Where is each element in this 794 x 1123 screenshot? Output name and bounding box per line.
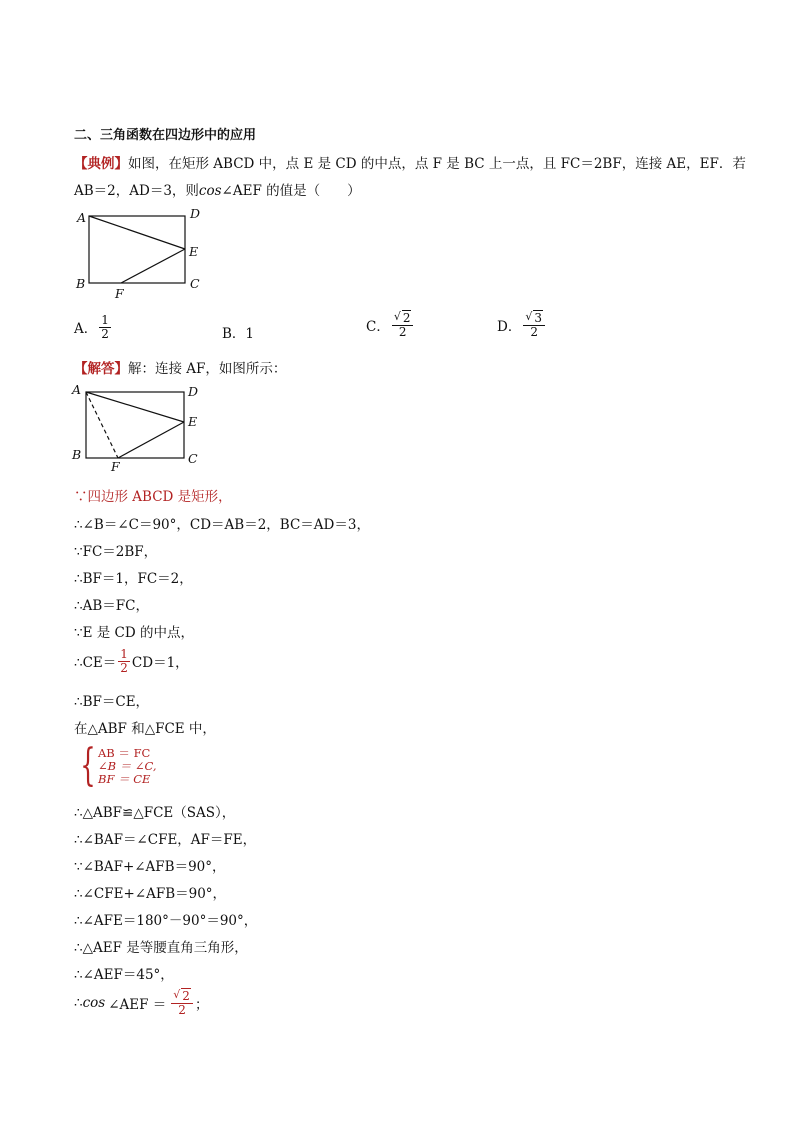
system-line-2: ∠B ＝ ∠C, [98, 758, 157, 773]
option-a[interactable] [74, 314, 113, 340]
step-4: ∴BF＝1，FC＝2， [74, 571, 193, 587]
rectangle-abcd [89, 216, 185, 283]
segment-ae [89, 216, 185, 249]
step-7 [74, 648, 189, 674]
ce-frac-num: 1 [120, 647, 128, 661]
segment-ef-2 [118, 422, 184, 458]
option-b-label: B． [222, 326, 246, 342]
option-d[interactable] [497, 312, 547, 338]
problem-line-2 [74, 179, 361, 199]
segment-ef [121, 249, 185, 283]
label2-b: B [72, 447, 82, 462]
step-7-pre: ∴CE＝ [74, 655, 117, 672]
label2-d: D [188, 384, 199, 399]
solution-intro-text: 解：连接 AF，如图所示： [128, 361, 287, 377]
label-d: D [190, 206, 201, 221]
problem-text-1: 如图，在矩形 ABCD 中，点 E 是 CD 的中点，点 F 是 BC 上一点，且 FC＝2BF，连接 AE，EF．若 [128, 156, 746, 172]
step-13: ∴∠CFE+∠AFB＝90°， [74, 886, 227, 902]
segment-ae-2 [86, 392, 184, 422]
option-c-fraction [392, 312, 414, 338]
option-b[interactable] [222, 322, 254, 342]
step-final-pre: ∴ [74, 995, 83, 1012]
ce-frac-den: 2 [120, 660, 128, 675]
option-a-fraction [99, 314, 111, 340]
step-final-cos: cos [82, 995, 106, 1012]
final-rad: 2 [182, 989, 190, 1003]
step-2: ∴∠B＝∠C＝90°，CD＝AB＝2，BC＝AD＝3， [74, 517, 370, 533]
section-heading: 二、三角函数在四边形中的应用 [74, 128, 257, 143]
system-line-1: AB ＝ FC [98, 745, 151, 760]
brace-icon: { [80, 740, 96, 791]
solution-tag: 【解答】 [74, 361, 128, 377]
step-6: ∵E 是 CD 的中点， [74, 625, 194, 641]
step-7-post: CD＝1， [131, 655, 189, 672]
segment-af-dashed [86, 392, 118, 458]
label-c: C [190, 276, 200, 291]
step-14: ∴∠AFE＝180°－90°＝90°， [74, 913, 258, 929]
label2-e: E [188, 414, 198, 429]
problem-line-1 [74, 152, 746, 172]
option-c-den: 2 [398, 324, 407, 339]
option-a-label: A． [74, 321, 98, 338]
option-c-rad: 2 [402, 311, 411, 325]
step-final-mid: ∠AEF ＝ [108, 997, 167, 1014]
option-d-den: 2 [530, 324, 538, 339]
step-final [74, 990, 208, 1016]
equation-system [74, 740, 157, 791]
ce-fraction [118, 648, 130, 674]
step-11: ∴∠BAF＝∠CFE，AF＝FE， [74, 832, 257, 848]
option-a-den: 2 [101, 326, 109, 341]
final-den: 2 [178, 1002, 186, 1017]
option-a-num: 1 [101, 313, 109, 327]
final-tail: ； [194, 997, 209, 1014]
label-a: A [77, 210, 87, 225]
final-fraction [171, 990, 193, 1016]
step-16: ∴∠AEF＝45°， [74, 967, 174, 983]
step-1: ∵四边形 ABCD 是矩形， [74, 489, 232, 505]
step-10: ∴△ABF≌△FCE（SAS）， [74, 805, 236, 821]
label2-a: A [72, 382, 82, 397]
label-b: B [76, 276, 86, 291]
problem-text-2b: ∠AEF 的值是（ ） [221, 183, 361, 199]
step-8: ∴BF＝CE， [74, 694, 150, 710]
label2-c: C [188, 451, 198, 466]
label-e: E [189, 244, 199, 259]
step-15: ∴△AEF 是等腰直角三角形， [74, 940, 248, 956]
option-c[interactable] [366, 312, 415, 338]
step-12: ∵∠BAF+∠AFB＝90°， [74, 859, 226, 875]
figure-solution [70, 380, 210, 475]
label2-f: F [111, 459, 120, 474]
system-line-3: BF ＝ CE [98, 771, 151, 786]
problem-tag: 【典例】 [74, 156, 128, 172]
solution-intro [74, 357, 286, 377]
problem-cos: cos [198, 183, 222, 199]
option-d-fraction [523, 312, 545, 338]
option-d-rad: 3 [534, 311, 542, 325]
option-b-value: 1 [245, 326, 255, 342]
step-3: ∵FC＝2BF， [74, 544, 158, 560]
option-d-label: D． [497, 319, 522, 336]
label-f: F [115, 286, 124, 301]
option-c-label: C． [366, 319, 390, 336]
figure-problem [72, 204, 212, 304]
step-5: ∴AB＝FC， [74, 598, 149, 614]
step-9: 在△ABF 和△FCE 中， [74, 721, 216, 737]
problem-text-2a: AB＝2，AD＝3，则 [74, 183, 199, 199]
